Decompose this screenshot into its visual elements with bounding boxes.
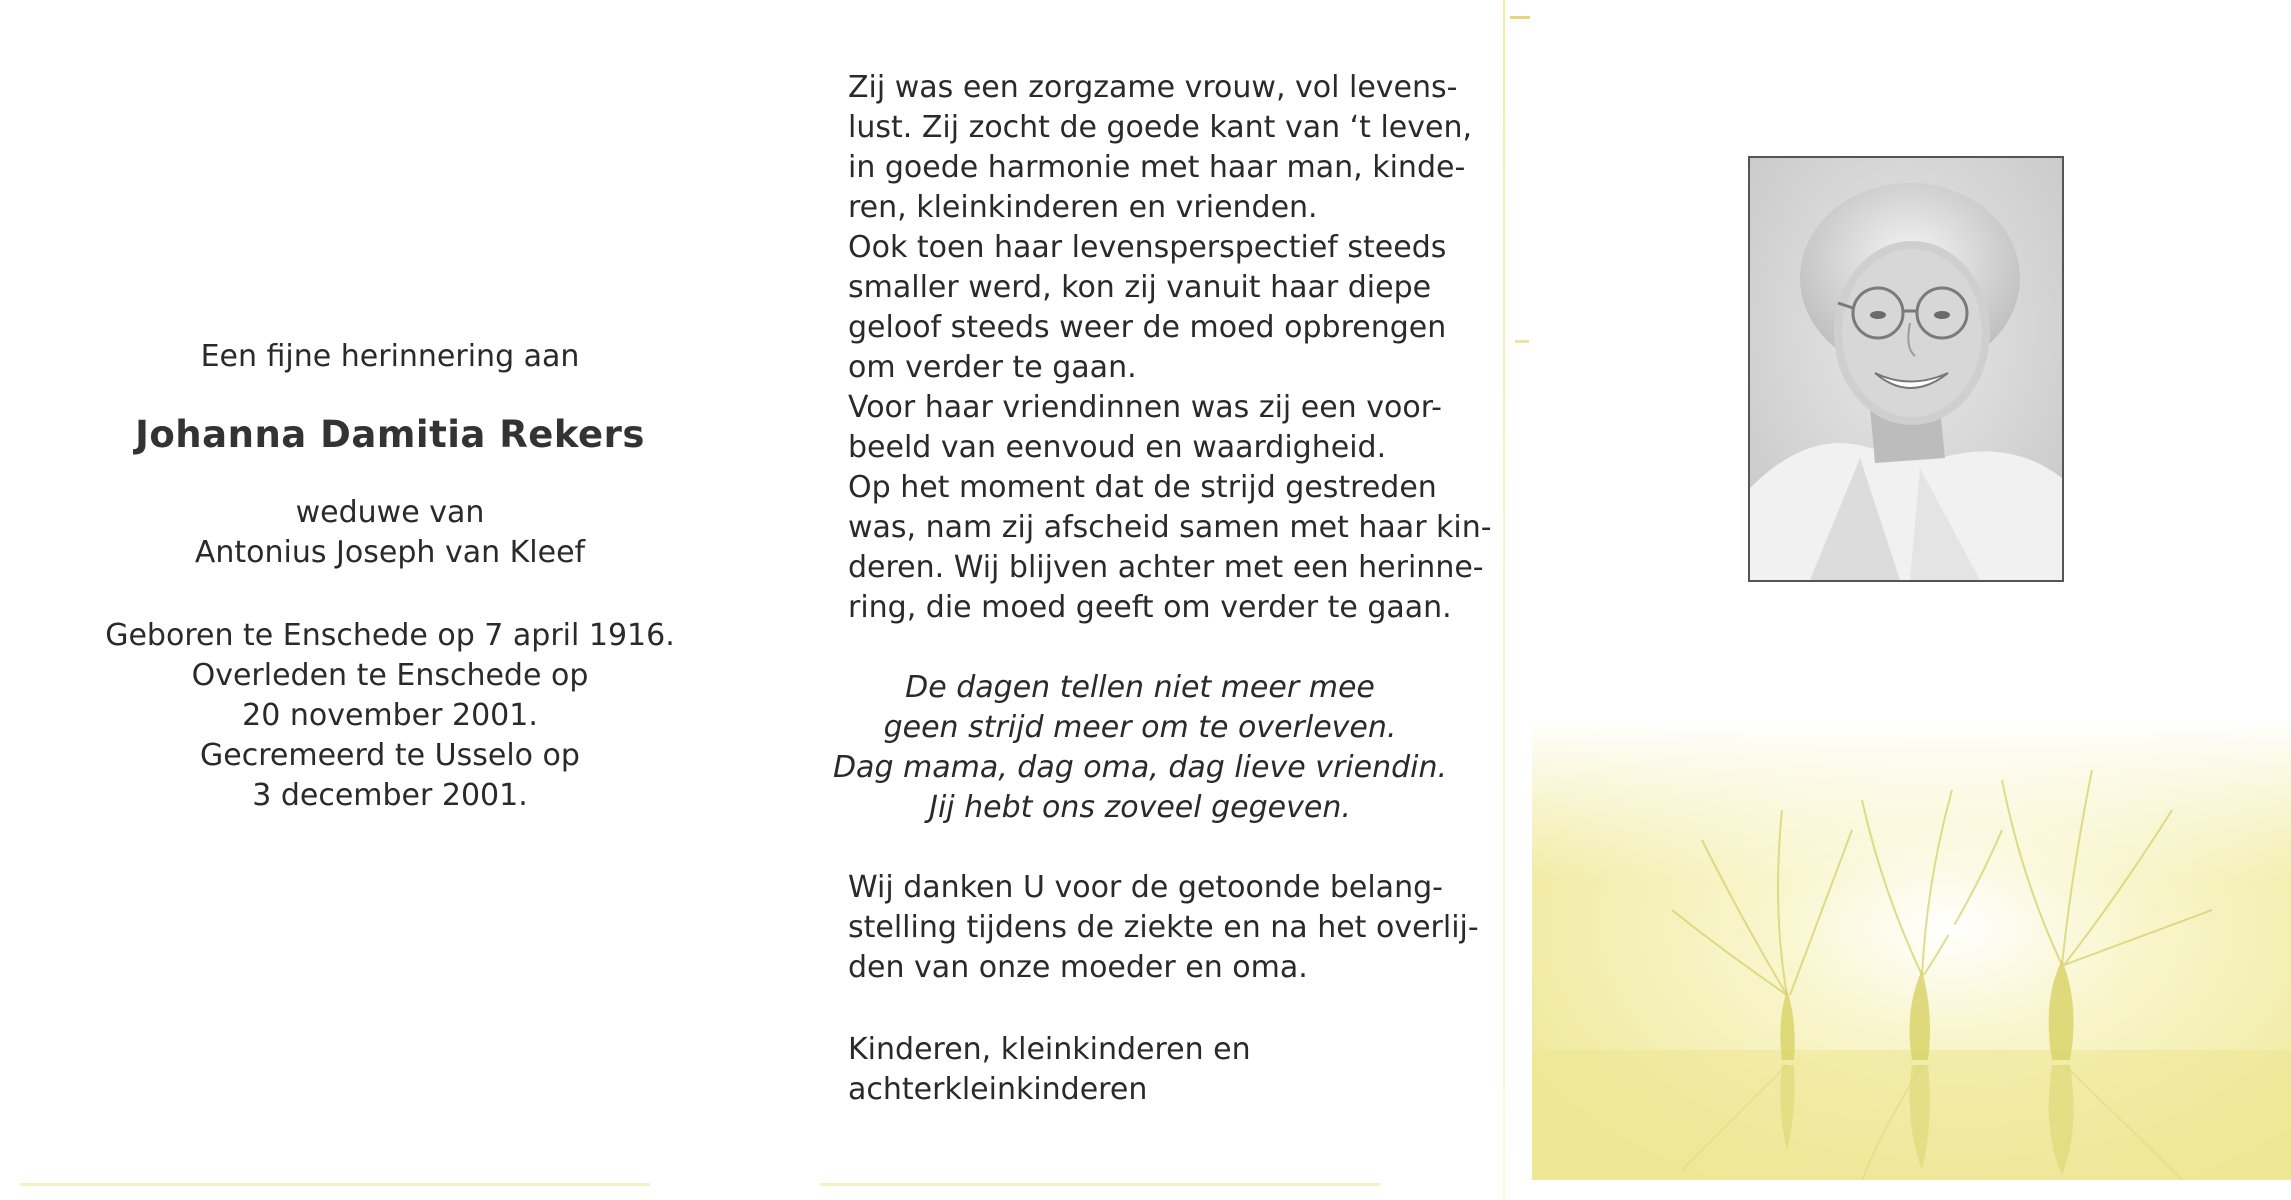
date-line: Gecremeerd te Usselo op: [200, 738, 580, 773]
date-line: 20 november 2001.: [242, 698, 538, 733]
thanks-line: stelling tijdens de ziekte en na het overlij-: [848, 910, 1479, 945]
card-fold-line: [1503, 0, 1505, 1200]
card-edge: [820, 1183, 1380, 1186]
poem: [830, 668, 1450, 828]
card-edge: [20, 1183, 650, 1186]
willow-trees-graphic: [1532, 720, 2291, 1180]
left-panel: [0, 0, 780, 1200]
date-line: Overleden te Enschede op: [191, 658, 589, 693]
portrait-photo-graphic: [1750, 158, 2062, 580]
poem-line: Jij hebt ons zoveel gegeven.: [929, 790, 1351, 825]
paragraph-line: geloof steeds weer de moed opbrengen: [848, 310, 1447, 345]
paragraph-line: smaller werd, kon zij vanuit haar diepe: [848, 270, 1432, 305]
dates-block: [0, 616, 780, 816]
paragraph-line: deren. Wij blijven achter met een herinne-: [848, 550, 1484, 585]
paragraph-line: ring, die moed geeft om verder te gaan.: [848, 590, 1452, 625]
signature-line: Kinderen, kleinkinderen en: [848, 1032, 1251, 1067]
intro-text: Een fijne herinnering aan: [200, 339, 580, 374]
signature-line: achterkleinkinderen: [848, 1072, 1148, 1107]
poem-line: geen strijd meer om te overleven.: [883, 710, 1397, 745]
portrait-photo-icon: [1748, 156, 2064, 582]
spouse-name: Antonius Joseph van Kleef: [194, 535, 586, 570]
paragraph-line: Op het moment dat de strijd gestreden: [848, 470, 1437, 505]
thanks-line: Wij danken U voor de getoonde belang-: [848, 870, 1443, 905]
poem-line: Dag mama, dag oma, dag lieve vriendin.: [832, 750, 1448, 785]
poem-line: De dagen tellen niet meer mee: [905, 670, 1375, 705]
paragraph-line: om verder te gaan.: [848, 350, 1137, 385]
paragraph-line: Voor haar vriendinnen was zij een voor-: [848, 390, 1442, 425]
willow-trees-illustration-icon: [1532, 720, 2291, 1180]
widow-of-label: weduwe van: [295, 495, 485, 530]
paragraph-line: was, nam zij afscheid samen met haar kin-: [848, 510, 1492, 545]
paragraph-line: Zij was een zorgzame vrouw, vol levens-: [848, 70, 1458, 105]
thanks-paragraph: [848, 868, 1479, 988]
date-line: 3 december 2001.: [252, 778, 528, 813]
middle-panel: [830, 0, 1492, 1200]
paragraph-line: ren, kleinkinderen en vrienden.: [848, 190, 1318, 225]
right-panel: [1520, 0, 2291, 1200]
paragraph-line: beeld van eenvoud en waardigheid.: [848, 430, 1387, 465]
signature: [848, 1030, 1430, 1110]
thanks-line: den van onze moeder en oma.: [848, 950, 1308, 985]
tribute-paragraph: [848, 68, 1492, 628]
date-line: Geboren te Enschede op 7 april 1916.: [105, 618, 675, 653]
paragraph-line: lust. Zij zocht de goede kant van ‘t leven,: [848, 110, 1473, 145]
widow-block: [0, 493, 780, 573]
paragraph-line: in goede harmonie met haar man, kinde-: [848, 150, 1466, 185]
deceased-name: Johanna Damitia Rekers: [135, 413, 645, 456]
paragraph-line: Ook toen haar levensperspectief steeds: [848, 230, 1447, 265]
